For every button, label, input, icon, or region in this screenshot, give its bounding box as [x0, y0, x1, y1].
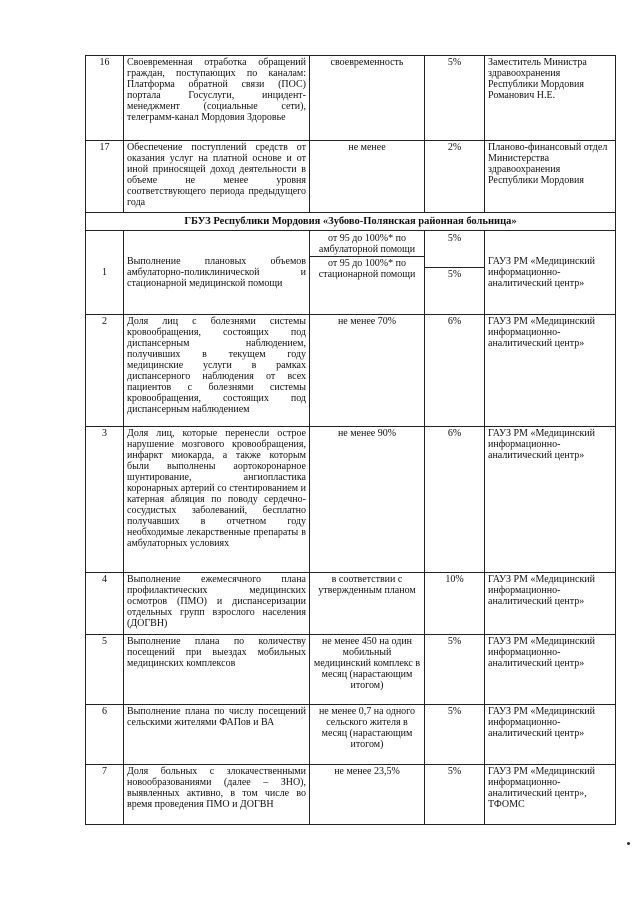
criterion-cell: Выполнение плана по количеству посещений при выездах мобильных медицинских комплексов [124, 635, 310, 705]
criterion-cell: Обеспечение поступлений средств от оказания услуг на платной основе и от иной приносящей доход деятельности в объеме не менее уровня соответствующего периода предыдущего года [124, 141, 310, 213]
target-value-cell: не менее 90% [310, 427, 425, 573]
target-value-inpatient: от 95 до 100%* по стационарной помощи [310, 256, 424, 281]
responsible-cell: ГАУЗ РМ «Медицинский информационно-аналитический центр» [485, 573, 616, 635]
responsible-cell: ГАУЗ РМ «Медицинский информационно-аналитический центр» [485, 231, 616, 315]
row-number: 2 [86, 315, 124, 427]
target-value-cell: не менее [310, 141, 425, 213]
table-row [86, 635, 616, 705]
weight-inpatient: 5% [425, 267, 484, 281]
row-number: 16 [86, 56, 124, 141]
weight-cell: 5% [425, 56, 485, 141]
weight-cell [425, 231, 485, 315]
criterion-cell: Доля лиц с болезнями системы кровообращения, состоящих под диспансерным наблюдением, получивших в текущем году медицинские услуги в рамках диспансерного наблюдения от всех пациентов с болезнями системы кровообращения, состоящих под диспансерным наблюдением [124, 315, 310, 427]
table-row [86, 56, 616, 141]
weight-cell: 10% [425, 573, 485, 635]
table-row [86, 141, 616, 213]
responsible-cell: ГАУЗ РМ «Медицинский информационно-аналитический центр» [485, 427, 616, 573]
target-value-cell [310, 231, 425, 315]
row-number: 3 [86, 427, 124, 573]
table-row [86, 765, 616, 825]
weight-cell: 6% [425, 427, 485, 573]
target-value-cell: не менее 23,5% [310, 765, 425, 825]
table-row [86, 231, 616, 315]
row-number: 7 [86, 765, 124, 825]
section-title: ГБУЗ Республики Мордовия «Зубово-Полянская районная больница» [86, 213, 616, 231]
responsible-cell: Планово-финансовый отдел Министерства здравоохранения Республики Мордовия [485, 141, 616, 213]
target-value-cell: не менее 450 на один мобильный медицинский комплекс в месяц (нарастающим итогом) [310, 635, 425, 705]
responsible-cell: ГАУЗ РМ «Медицинский информационно-аналитический центр», ТФОМС [485, 765, 616, 825]
weight-cell: 2% [425, 141, 485, 213]
target-value-cell: в соответствии с утвержденным планом [310, 573, 425, 635]
weight-cell: 5% [425, 765, 485, 825]
criterion-cell: Доля больных с злокачественными новообразованиями (далее – ЗНО), выявленных активно, в том числе во время проведения ПМО и ДОГВН [124, 765, 310, 825]
row-number: 17 [86, 141, 124, 213]
criterion-cell: Выполнение ежемесячного плана профилактических медицинских осмотров (ПМО) и диспансеризации отдельных групп взрослого населения (ДОГВН) [124, 573, 310, 635]
criterion-cell: Выполнение плановых объемов амбулаторно-поликлинической и стационарной медицинской помощи [124, 231, 310, 315]
criterion-cell: Своевременная отработка обращений граждан, поступающих по каналам: Платформа обратной связи (ПОС) портала Госуслуги, инцидент-менеджмент (социальные сети), телеграмм-канал Мордовия Здоровье [124, 56, 310, 141]
target-value-cell: не менее 0,7 на одного сельского жителя в месяц (нарастающим итогом) [310, 705, 425, 765]
table-row [86, 427, 616, 573]
row-number: 4 [86, 573, 124, 635]
row-number: 6 [86, 705, 124, 765]
criterion-cell: Доля лиц, которые перенесли острое нарушение мозгового кровообращения, инфаркт миокарда, а также которым были выполнены аортокоронарное шунтирование, ангиопластика коронарных артерий со стентированием и катерная абляция по поводу сердечно-сосудистых заболеваний, бесплатно получавших в отчетном году необходимые лекарственные препараты в амбулаторных условиях [124, 427, 310, 573]
row-number: 1 [86, 231, 124, 315]
table-row [86, 573, 616, 635]
weight-cell: 5% [425, 705, 485, 765]
responsible-cell: ГАУЗ РМ «Медицинский информационно-аналитический центр» [485, 315, 616, 427]
weight-cell: 6% [425, 315, 485, 427]
responsible-cell: ГАУЗ РМ «Медицинский информационно-аналитический центр» [485, 635, 616, 705]
scan-speck [627, 842, 630, 845]
indicators-table [85, 55, 616, 825]
target-value-cell: не менее 70% [310, 315, 425, 427]
weight-cell: 5% [425, 635, 485, 705]
table-row [86, 315, 616, 427]
section-header-row [86, 213, 616, 231]
table-row [86, 705, 616, 765]
criterion-cell: Выполнение плана по числу посещений сельскими жителями ФАПов и ВА [124, 705, 310, 765]
row-number: 5 [86, 635, 124, 705]
target-value-cell: своевременность [310, 56, 425, 141]
target-value-outpatient: от 95 до 100%* по амбулаторной помощи [318, 233, 416, 255]
responsible-cell: Заместитель Министра здравоохранения Республики Мордовия Романович Н.Е. [485, 56, 616, 141]
weight-outpatient: 5% [447, 233, 462, 244]
responsible-cell: ГАУЗ РМ «Медицинский информационно-аналитический центр» [485, 705, 616, 765]
